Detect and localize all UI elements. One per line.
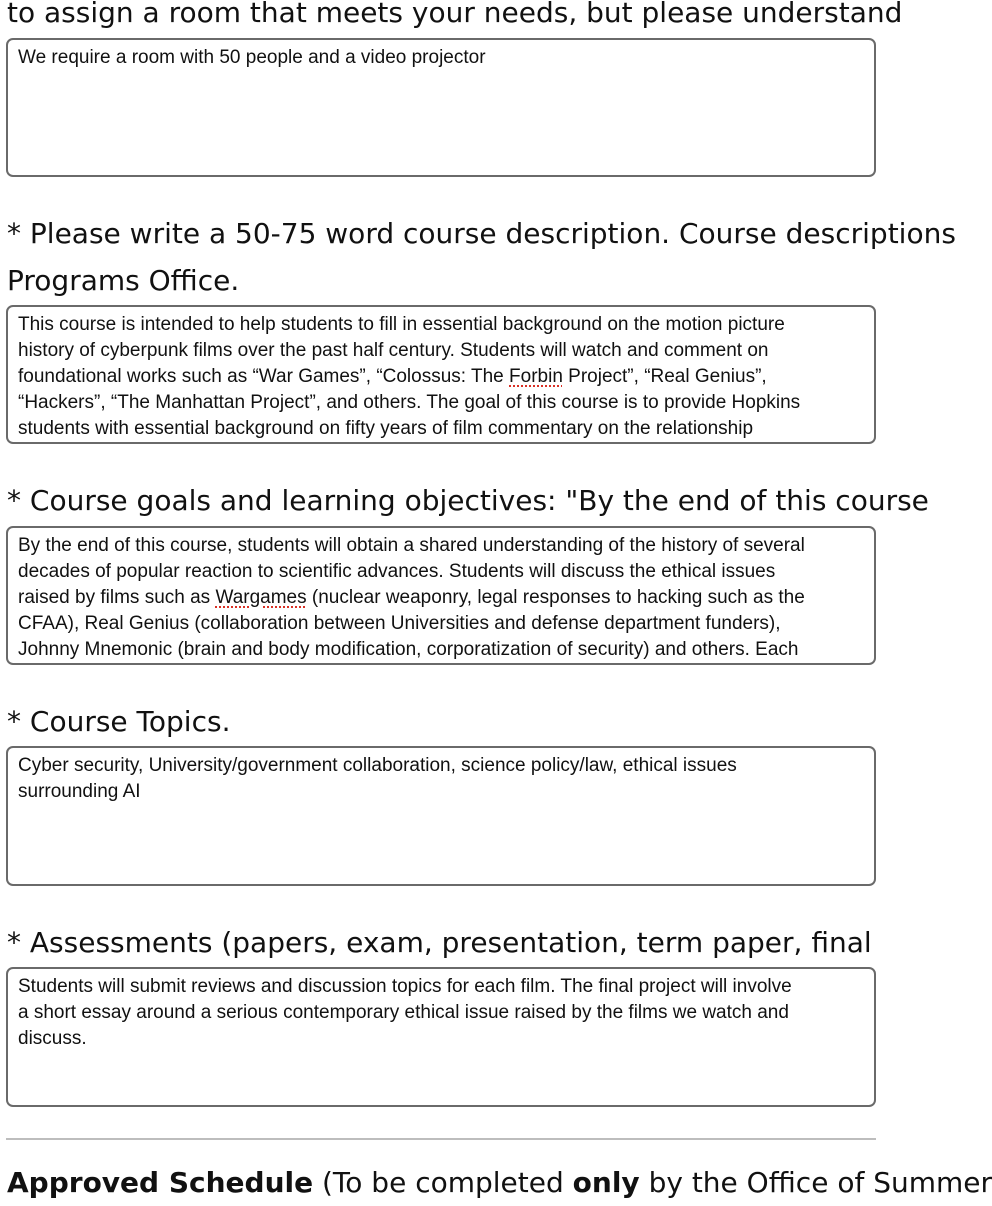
course-description-text-line: This course is intended to help students to fill in essential background on the motion picture [18,314,785,335]
assessments-text-line: Students will submit reviews and discussion topics for each film. The final project will involve [18,976,792,997]
text-segment: by the Office of Summer [639,1166,992,1199]
assessments-text-line: a short essay around a serious contemporary ethical issue raised by the films we watch and [18,1002,789,1023]
text-segment: Project”, “Real Genius”, [562,366,767,387]
course-description-text-line: students with essential background on fifty years of film commentary on the relationship [18,418,754,439]
course-goals-textarea[interactable] [6,526,876,665]
course-description-text-line: “Hackers”, “The Manhattan Project”, and others. The goal of this course is to provide Hopkins [18,392,801,413]
approved-schedule-title: Approved Schedule [7,1166,314,1199]
course-topics-text-line: surrounding AI [18,781,141,802]
assessments-text-line: discuss. [18,1028,87,1049]
course-description-question-line1: * Please write a 50-75 word course description. Course descriptions [7,217,956,250]
room-request-text-line: We require a room with 50 people and a video projector [18,47,486,68]
course-description-textarea[interactable] [6,305,876,444]
course-goals-question: * Course goals and learning objectives: "By the end of this course [7,484,929,517]
course-topics-textarea[interactable] [6,746,876,886]
course-goals-text-line: CFAA), Real Genius (collaboration between Universities and defense department funders), [18,613,781,634]
course-topics-question: * Course Topics. [7,705,231,738]
section-divider [6,1138,876,1140]
approved-schedule-heading [7,1160,992,1206]
course-topics-text-line: Cyber security, University/government collaboration, science policy/law, ethical issues [18,755,737,776]
text-segment: (To be completed [313,1166,573,1199]
spellcheck-flagged-word[interactable]: Wargames [215,587,307,608]
assessments-question: * Assessments (papers, exam, presentation, term paper, final [7,926,872,959]
room-request-question: to assign a room that meets your needs, but please understand [7,0,903,29]
course-goals-text-line [18,585,864,611]
course-description-text-line [18,364,864,390]
emphasis-only: only [572,1166,640,1199]
course-description-question-line2: Programs Office. [7,264,240,297]
assessments-textarea[interactable] [6,967,876,1107]
course-goals-text-line: By the end of this course, students will obtain a shared understanding of the history of several [18,535,805,556]
text-segment: (nuclear weaponry, legal responses to hacking such as the [306,587,805,608]
spellcheck-flagged-word[interactable]: Forbin [509,366,563,387]
course-description-text-line: history of cyberpunk films over the past half century. Students will watch and comment on [18,340,769,361]
course-goals-text-line: Johnny Mnemonic (brain and body modification, corporatization of security) and others. Each [18,639,799,660]
text-segment: raised by films such as [18,587,216,608]
course-goals-text-line: decades of popular reaction to scientific advances. Students will discuss the ethical issues [18,561,776,582]
text-segment: foundational works such as “War Games”, “Colossus: The [18,366,510,387]
room-request-textarea[interactable] [6,38,876,177]
